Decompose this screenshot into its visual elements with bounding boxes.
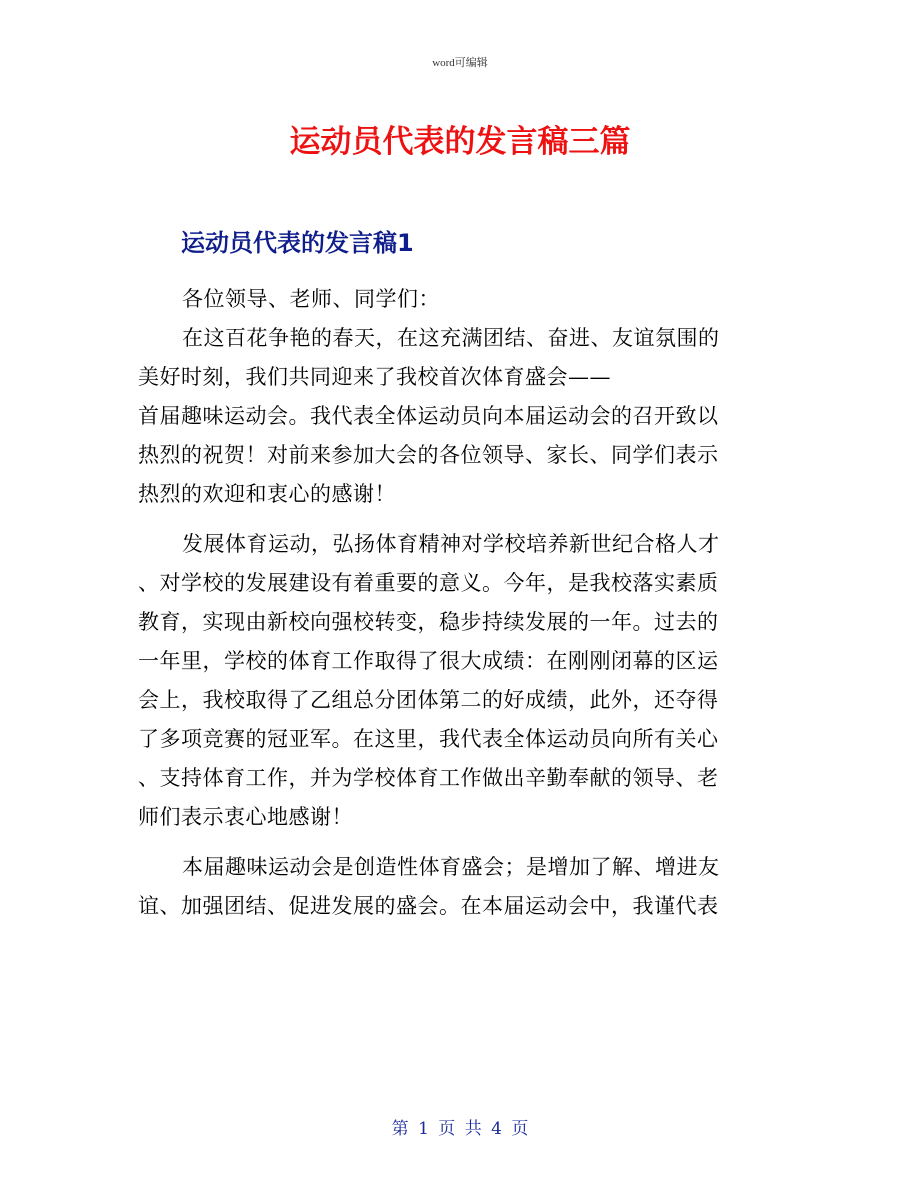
paragraph-line: 发展体育运动，弘扬体育精神对学校培养新世纪合格人才 [182,532,720,556]
paragraph-line: 一年里，学校的体育工作取得了很大成绩：在刚刚闭幕的区运 [138,649,719,673]
paragraph-line: 首届趣味运动会。我代表全体运动员向本届运动会的召开致以 [138,404,719,428]
body-text [138,280,788,926]
paragraph-line: 热烈的祝贺！对前来参加大会的各位领导、家长、同学们表示 [138,443,719,467]
section-heading: 运动员代表的发言稿1 [181,229,414,257]
greeting-line: 各位领导、老师、同学们： [182,287,440,311]
paragraph-line: 美好时刻，我们共同迎来了我校首次体育盛会—— [138,365,611,389]
paragraph-line: 教育，实现由新校向强校转变，稳步持续发展的一年。过去的 [138,610,719,634]
paragraph-line: 师们表示衷心地感谢！ [138,805,353,829]
header-note: word可编辑 [432,57,488,69]
document-title: 运动员代表的发言稿三篇 [289,124,631,160]
page-footer: 第 1 页 共 4 页 [391,1119,529,1139]
paragraph-line: 谊、加强团结、促进发展的盛会。在本届运动会中，我谨代表 [138,894,719,918]
paragraph-line: 本届趣味运动会是创造性体育盛会；是增加了解、增进友 [182,855,720,879]
paragraph-line: 热烈的欢迎和衷心的感谢！ [138,482,396,506]
paragraph-line: 会上，我校取得了乙组总分团体第二的好成绩，此外，还夺得 [138,688,719,712]
paragraph-line: 、支持体育工作，并为学校体育工作做出辛勤奉献的领导、老 [138,766,719,790]
paragraph-line: 、对学校的发展建设有着重要的意义。今年，是我校落实素质 [138,571,719,595]
paragraph-line: 了多项竞赛的冠亚军。在这里，我代表全体运动员向所有关心 [138,727,719,751]
paragraph-line: 在这百花争艳的春天，在这充满团结、奋进、友谊氛围的 [182,326,720,350]
